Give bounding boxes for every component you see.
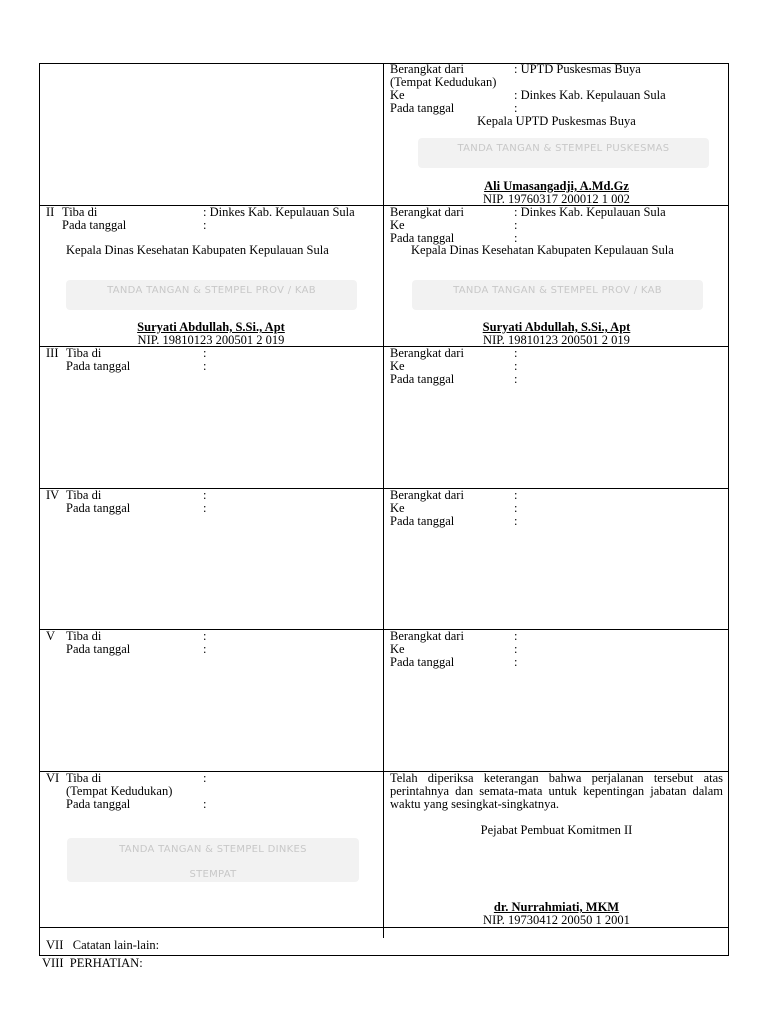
pada-tanggal-label: Pada tanggal <box>390 231 455 245</box>
pada-tanggal-label: Pada tanggal <box>62 218 127 232</box>
signer-name: Suryati Abdullah, S.Si., Apt <box>137 320 285 334</box>
tiba-label: Tiba di <box>66 488 102 502</box>
tempat-kedudukan-label: (Tempat Kedudukan) <box>66 784 173 798</box>
pada-tanggal-label: Pada tanggal <box>390 655 455 669</box>
tiba-colon: : <box>203 629 207 643</box>
pada-tanggal-colon: : <box>203 642 207 656</box>
stamp-line-2: STEMPAT <box>189 869 237 880</box>
pada-tanggal-colon: : <box>514 372 518 386</box>
signature-stamp-placeholder: TANDA TANGAN & STEMPEL PROV / KAB <box>412 280 703 310</box>
ke-label: Ke <box>390 501 405 515</box>
stamp-line-1: TANDA TANGAN & STEMPEL DINKES <box>119 844 307 855</box>
verification-statement: Telah diperiksa keterangan bahwa perjalanan tersebut atas perintahnya dan semata-mata untuk kepentingan jabatan dalam waktu yang sesingkat-singkatnya. <box>390 771 723 811</box>
pada-tanggal-label: Pada tanggal <box>66 501 131 515</box>
pada-tanggal-label: Pada tanggal <box>390 514 455 528</box>
pada-tanggal-value: : <box>514 101 518 115</box>
signature-stamp-placeholder <box>67 838 359 882</box>
berangkat-dari-label: Berangkat dari <box>390 488 464 502</box>
pada-tanggal-colon: : <box>203 797 207 811</box>
pada-tanggal-value: : <box>514 231 518 245</box>
berangkat-dari-label: Berangkat dari <box>390 205 464 219</box>
tiba-colon: : <box>203 771 207 785</box>
ke-colon: : <box>514 642 518 656</box>
signer-name: Ali Umasangadji, A.Md.Gz <box>484 179 629 193</box>
tiba-label: Tiba di <box>62 205 98 219</box>
berangkat-dari-label: Berangkat dari <box>390 629 464 643</box>
tiba-label: Tiba di <box>66 771 102 785</box>
signature-stamp-placeholder: TANDA TANGAN & STEMPEL PUSKESMAS <box>418 138 709 168</box>
row-number: III <box>46 346 59 360</box>
ke-label: Ke <box>390 88 405 102</box>
ke-colon: : <box>514 359 518 373</box>
jabatan: Kepala UPTD Puskesmas Buya <box>477 114 636 128</box>
pada-tanggal-value: : <box>203 218 207 232</box>
row-number: VI <box>46 771 60 785</box>
jabatan: Kepala Dinas Kesehatan Kabupaten Kepulauan Sula <box>66 243 329 257</box>
pada-tanggal-label: Pada tanggal <box>66 642 131 656</box>
signer-nip: NIP. 19810123 200501 2 019 <box>137 333 285 347</box>
pada-tanggal-colon: : <box>514 514 518 528</box>
ke-value: : Dinkes Kab. Kepulauan Sula <box>514 88 666 102</box>
ke-label: Ke <box>390 218 405 232</box>
signer-name: dr. Nurrahmiati, MKM <box>493 900 620 914</box>
pada-tanggal-label: Pada tanggal <box>66 797 131 811</box>
perhatian-label: VIII PERHATIAN: <box>42 956 143 970</box>
jabatan: Pejabat Pembuat Komitmen II <box>480 823 633 837</box>
tiba-value: : Dinkes Kab. Kepulauan Sula <box>203 205 355 219</box>
row-number: IV <box>46 488 60 502</box>
tiba-label: Tiba di <box>66 346 102 360</box>
row-number: V <box>46 629 56 643</box>
berangkat-dari-colon: : <box>514 346 518 360</box>
ke-colon: : <box>514 501 518 515</box>
tiba-label: Tiba di <box>66 629 102 643</box>
ke-value: : <box>514 218 518 232</box>
ke-label: Ke <box>390 359 405 373</box>
tempat-kedudukan-label: (Tempat Kedudukan) <box>390 75 497 89</box>
catatan-lain-label: VII Catatan lain-lain: <box>46 938 160 952</box>
signer-nip: NIP. 19810123 200501 2 019 <box>483 333 630 347</box>
pada-tanggal-colon: : <box>203 501 207 515</box>
berangkat-dari-colon: : <box>514 488 518 502</box>
pada-tanggal-label: Pada tanggal <box>390 101 455 115</box>
ke-label: Ke <box>390 642 405 656</box>
pada-tanggal-colon: : <box>203 359 207 373</box>
pada-tanggal-label: Pada tanggal <box>66 359 131 373</box>
jabatan: Kepala Dinas Kesehatan Kabupaten Kepulauan Sula <box>411 243 674 257</box>
berangkat-dari-colon: : <box>514 629 518 643</box>
pada-tanggal-colon: : <box>514 655 518 669</box>
row-divider <box>39 927 729 928</box>
berangkat-dari-label: Berangkat dari <box>390 346 464 360</box>
berangkat-dari-value: : Dinkes Kab. Kepulauan Sula <box>514 205 666 219</box>
signer-nip: NIP. 19730412 20050 1 2001 <box>483 913 630 927</box>
row-number: II <box>46 205 55 219</box>
berangkat-dari-value: : UPTD Puskesmas Buya <box>514 62 641 76</box>
tiba-colon: : <box>203 488 207 502</box>
signature-stamp-placeholder: TANDA TANGAN & STEMPEL PROV / KAB <box>66 280 357 310</box>
row-divider <box>39 629 729 630</box>
berangkat-dari-label: Berangkat dari <box>390 62 464 76</box>
row-divider <box>39 488 729 489</box>
signer-name: Suryati Abdullah, S.Si., Apt <box>482 320 631 334</box>
tiba-colon: : <box>203 346 207 360</box>
pada-tanggal-label: Pada tanggal <box>390 372 455 386</box>
signer-nip: NIP. 19760317 200012 1 002 <box>483 192 630 206</box>
